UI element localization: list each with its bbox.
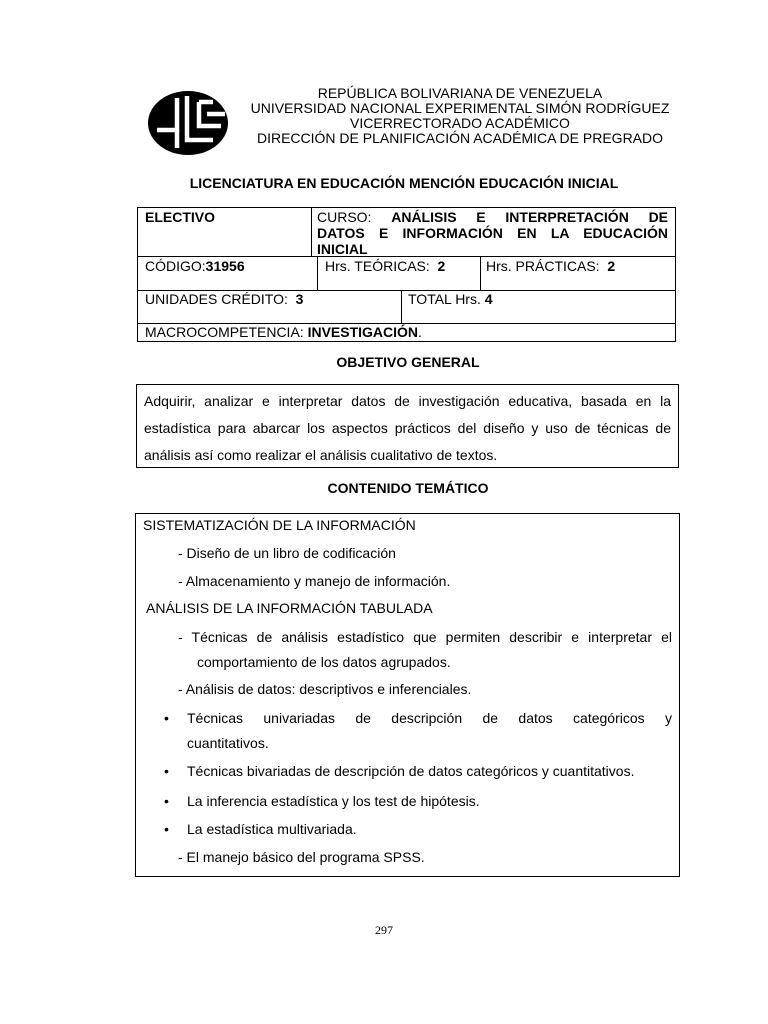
unesr-logo-icon: [147, 90, 229, 156]
macro-cell: [145, 324, 422, 340]
list-item-continuation: comportamiento de los datos agrupados.: [197, 654, 451, 670]
bullet-item: Técnicas bivariadas de descripción de datos categóricos y cuantitativos.: [187, 763, 635, 779]
header-line-country: REPÚBLICA BOLIVARIANA DE VENEZUELA: [317, 85, 603, 101]
institution-header: [240, 86, 680, 146]
codigo-value: 31956: [205, 258, 245, 274]
unidades-cell: [145, 291, 303, 307]
total-value: 4: [484, 291, 493, 307]
unidades-label: UNIDADES CRÉDITO:: [145, 291, 288, 307]
objective-line: Adquirir, analizar e interpretar datos de investigación educativa, basada en la: [144, 393, 671, 409]
macro-value: INVESTIGACIÓN: [307, 324, 419, 340]
total-label: TOTAL Hrs.: [408, 291, 481, 307]
header-line-university: UNIVERSIDAD NACIONAL EXPERIMENTAL SIMÓN RODRÍGUEZ: [250, 100, 670, 116]
bullet-icon: •: [164, 821, 169, 837]
content-title: CONTENIDO TEMÁTICO: [327, 480, 489, 496]
macro-label: MACROCOMPETENCIA:: [145, 324, 304, 340]
content-box: [135, 513, 680, 877]
list-item: - Análisis de datos: descriptivos e inferenciales.: [178, 681, 472, 697]
header-line-vicerrectorado: VICERRECTORADO ACADÉMICO: [350, 115, 570, 131]
practicas-value: 2: [607, 258, 616, 274]
codigo-cell: [145, 258, 245, 274]
course-type: ELECTIVO: [145, 209, 216, 225]
course-name-line1: ANÁLISIS E INTERPRETACIÓN DE: [391, 209, 669, 225]
bullet-icon: •: [164, 793, 169, 809]
list-item: - El manejo básico del programa SPSS.: [178, 849, 425, 865]
objective-box: [136, 384, 679, 468]
objective-title: OBJETIVO GENERAL: [336, 354, 480, 370]
bullet-icon: •: [164, 710, 169, 726]
program-title: LICENCIATURA EN EDUCACIÓN MENCIÓN EDUCACIÓN INICIAL: [189, 175, 619, 191]
section-heading: ANÁLISIS DE LA INFORMACIÓN TABULADA: [146, 600, 433, 616]
teoricas-cell: [325, 258, 445, 274]
codigo-label: CÓDIGO:: [145, 258, 206, 274]
header-line-direccion: DIRECCIÓN DE PLANIFICACIÓN ACADÉMICA DE PREGRADO: [256, 130, 664, 146]
objective-line: estadística para abarcar los aspectos prácticos del diseño y uso de técnicas de: [144, 420, 671, 436]
bullet-item: Técnicas univariadas de descripción de datos categóricos y: [187, 710, 672, 726]
practicas-cell: [486, 258, 615, 274]
bullet-item: La estadística multivariada.: [187, 821, 357, 837]
list-item: - Diseño de un libro de codificación: [178, 545, 396, 561]
course-name-cell: [317, 209, 668, 257]
teoricas-label: Hrs. TEÓRICAS:: [325, 258, 430, 274]
course-name-line3: INICIAL: [317, 241, 368, 257]
list-item: - Almacenamiento y manejo de información.: [178, 573, 451, 589]
practicas-label: Hrs. PRÁCTICAS:: [486, 258, 600, 274]
bullet-icon: •: [164, 763, 169, 779]
list-item: - Técnicas de análisis estadístico que permiten describir e interpretar el: [178, 629, 672, 645]
teoricas-value: 2: [437, 258, 446, 274]
macro-suffix: .: [418, 324, 422, 340]
objective-line: análisis así como realizar el análisis cualitativo de textos.: [144, 447, 498, 463]
total-cell: [408, 291, 493, 307]
page-number: 297: [375, 923, 393, 937]
curso-label: CURSO:: [317, 209, 372, 225]
course-name-line2: DATOS E INFORMACIÓN EN LA EDUCACIÓN: [317, 225, 668, 241]
bullet-item-continuation: cuantitativos.: [187, 735, 269, 751]
unidades-value: 3: [295, 291, 304, 307]
section-heading: SISTEMATIZACIÓN DE LA INFORMACIÓN: [143, 517, 416, 533]
bullet-item: La inferencia estadística y los test de hipótesis.: [187, 793, 480, 809]
